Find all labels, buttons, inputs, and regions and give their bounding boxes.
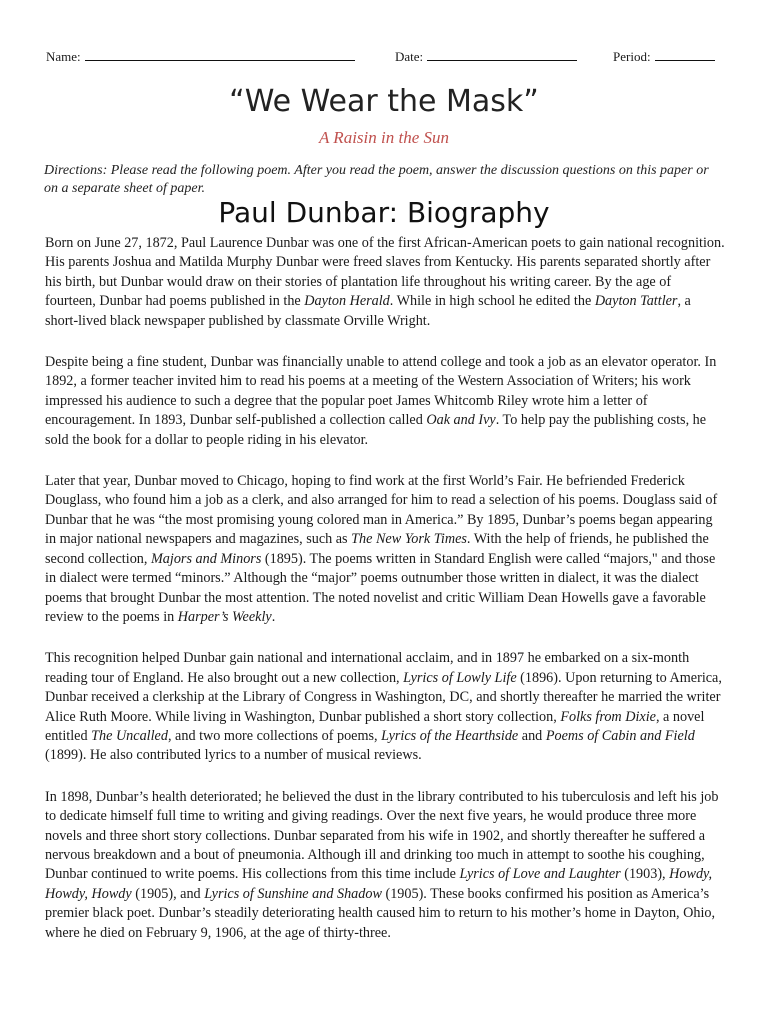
header-row — [46, 46, 722, 66]
paragraph-text: , a short-lived black newspaper published by classmate Orville Wright. — [45, 293, 691, 329]
paragraph-text: . With the help of friends, he published the second collection, — [45, 531, 709, 567]
page-subtitle: A Raisin in the Sun — [318, 128, 449, 147]
italic-title-text: Dayton Herald — [304, 293, 390, 310]
italic-title-text: Lyrics of Sunshine and Shadow — [204, 885, 382, 902]
paragraph-text: and — [518, 727, 546, 744]
paragraph-text: (1895). The poems written in Standard English were called “majors," and those in dialect were termed “minors.” Although the “major” poems outnumber those written in dialect, it was the dialect poems that brought Dunbar the most attention. The noted novelist and critic William Dean Howells gave a favorable review to the poems in — [45, 550, 716, 625]
italic-title-text: The Uncalled — [91, 727, 168, 744]
directions-text: Directions: Please read the following poem. After you read the poem, answer the discussion questions on this paper or on a separate sheet of paper. — [44, 163, 709, 196]
italic-title-text: Dayton Tattler — [594, 293, 678, 310]
period-field — [613, 46, 715, 65]
italic-title-text: Harper’s Weekly — [177, 608, 272, 625]
paragraph-text: Born on June 27, 1872, Paul Laurence Dunbar was one of the first African-American poets to gain national recognition. His parents Joshua and Matilda Murphy Dunbar were freed slaves from Kentucky. His parents separated shortly after his birth, but Dunbar would draw on their stories of plantation life throughout his writing career. By the age of fourteen, Dunbar had poems published in the — [45, 235, 725, 310]
biography-paragraph — [45, 353, 725, 450]
paragraph-text: (1905), and — [131, 885, 205, 902]
name-label: Name: — [46, 49, 81, 64]
paragraph-text: (1896). Upon returning to America, Dunbar received a clerkship at the Library of Congress in Washington, DC, and shortly thereafter he married the writer Alice Ruth Moore. While living in Washington, Dunbar published a short story collection, — [45, 669, 722, 725]
biography-paragraph — [45, 234, 725, 331]
date-blank-line[interactable] — [427, 46, 577, 61]
italic-title-text: Oak and Ivy — [426, 412, 496, 429]
biography-paragraph — [45, 649, 725, 765]
paragraph-text: , a novel entitled — [45, 708, 705, 744]
date-field — [395, 46, 577, 65]
page-title: “We Wear the Mask” — [229, 84, 539, 119]
paragraph-text: . While in high school he edited the — [389, 293, 595, 310]
paragraph-text: (1905). These books confirmed his position as America’s premier black poet. Dunbar’s steadily deteriorating health caused him to return to his mother’s home in Dayton, Ohio, where he died on February 9, 1906, at the age of thirty-three. — [45, 885, 716, 941]
period-label: Period: — [613, 49, 651, 64]
paragraph-text: (1899). He also contributed lyrics to a number of musical reviews. — [45, 747, 422, 764]
biography-body — [45, 234, 725, 943]
italic-title-text: Folks from Dixie — [560, 708, 656, 725]
italic-title-text: Majors and Minors — [150, 550, 262, 567]
paragraph-text: . — [271, 608, 276, 625]
period-blank-line[interactable] — [655, 46, 715, 61]
name-field — [46, 46, 355, 65]
paragraph-text: . To help pay the publishing costs, he sold the book for a dollar to people riding in his elevator. — [45, 412, 707, 448]
date-label: Date: — [395, 49, 424, 64]
italic-title-text: Lyrics of Lowly Life — [403, 669, 517, 686]
italic-title-text: Howdy, Howdy, Howdy — [45, 866, 713, 902]
italic-title-text: Lyrics of Love and Laughter — [459, 866, 621, 883]
paragraph-text: Despite being a fine student, Dunbar was financially unable to attend college and took a job as an elevator operator. In 1892, a former teacher invited him to read his poems at a meeting of the Western Association of Writers; his work impressed his audience to such a degree that the popular poet James Whitcomb Riley wrote him a letter of encouragement. In 1893, Dunbar self-published a collection called — [45, 354, 717, 429]
biography-paragraph — [45, 788, 725, 943]
italic-title-text: The New York Times — [351, 531, 467, 548]
name-blank-line[interactable] — [85, 46, 355, 61]
biography-paragraph — [45, 472, 725, 627]
italic-title-text: Poems of Cabin and Field — [545, 727, 695, 744]
paragraph-text: (1903), — [620, 866, 670, 883]
paragraph-text: , and two more collections of poems, — [167, 727, 382, 744]
italic-title-text: Lyrics of the Hearthside — [381, 727, 519, 744]
paragraph-text: In 1898, Dunbar’s health deteriorated; he believed the dust in the library contributed to his tuberculosis and left his job to dedicate himself full time to writing and giving readings. Over the next five years, he would produce three more novels and three short story collections. Dunbar separated from his wife in 1902, and shortly thereafter he suffered a nervous breakdown and a bout of pneumonia. Although ill and drinking too much in attempt to soothe his coughing, Dunbar continued to write poems. His collections from this time include — [45, 788, 719, 883]
paragraph-text: This recognition helped Dunbar gain national and international acclaim, and in 1897 he embarked on a six-month reading tour of England. He also brought out a new collection, — [45, 650, 690, 686]
section-heading: Paul Dunbar: Biography — [218, 196, 550, 229]
paragraph-text: Later that year, Dunbar moved to Chicago, hoping to find work at the first World’s Fair. He befriended Frederick Douglass, who found him a job as a clerk, and also arranged for him to read a selection of his poems. Douglass said of Dunbar that he was “the most promising young colored man in America.” By 1895, Dunbar’s poems began appearing in major national newspapers and magazines, such as — [45, 473, 718, 548]
